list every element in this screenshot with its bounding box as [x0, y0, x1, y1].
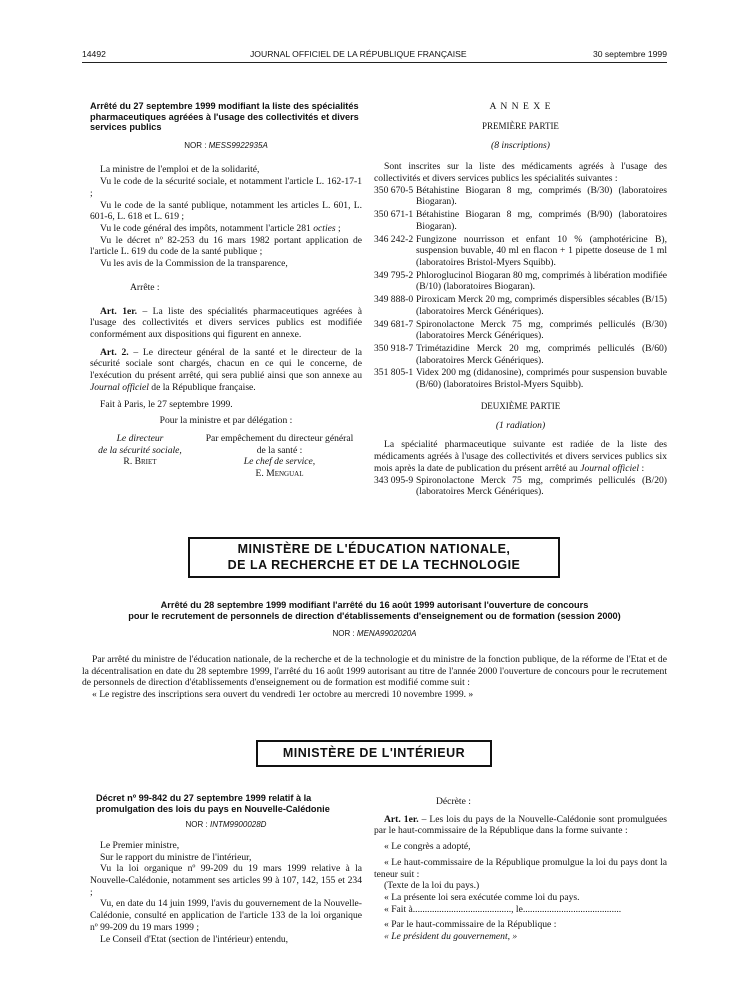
- quote-line: « Le haut-commissaire de la République promulgue la loi du pays dont la teneur suit :: [374, 856, 667, 880]
- list-item: [374, 367, 667, 390]
- annexe-list: [374, 185, 667, 391]
- nor-prefix: NOR :: [332, 629, 357, 638]
- paragraph: Vu la loi organique nº 99-209 du 19 mars 1999 relative à la Nouvelle-Calédonie, notamment ses articles 99 à 107, 142, 155 et 234 ;: [90, 863, 362, 898]
- signatures: [90, 433, 362, 480]
- med-code: 349 681-7: [374, 318, 414, 330]
- annexe-title: A N N E X E: [489, 101, 552, 112]
- paragraph: Sur le rapport du ministre de l'intérieur,: [100, 851, 252, 863]
- list-item: [374, 270, 667, 293]
- med-text: Trimétazidine Merck 20 mg, comprimés pelliculés (B/60) (laboratoires Merck Génériques).: [416, 342, 667, 366]
- paragraph: « Le registre des inscriptions sera ouvert du vendredi 1er octobre au mercredi 10 novembre 1999. »: [92, 689, 474, 701]
- signature-title: Le directeur: [116, 432, 164, 444]
- decret-body: [90, 840, 362, 945]
- text: :: [639, 462, 645, 474]
- quote-line: « Par le haut-commissaire de la République :: [384, 919, 557, 931]
- arrete-1-nor: [90, 141, 362, 151]
- paragraph: Par arrêté du ministre de l'éducation nationale, de la recherche et de la technologie et du ministre de la fonction publique, de la réforme de l'Etat et de la décentralisation en date du 28 septembre 1999, l'arrêté du 16 août 1999 autorisant au titre de l'année 2000 l'ouverture de concours pour le recrutement de personnels de direction d'établissements d'enseignement ou de formation est modifié comme suit :: [82, 654, 667, 689]
- title-line: Arrêté du 28 septembre 1999 modifiant l'arrêté du 16 août 1999 autorisant l'ouverture de concours: [160, 600, 589, 610]
- med-text: Videx 200 mg (didanosine), comprimés pour suspension buvable (B/60) (laboratoires Bristol-Myers Squibb).: [416, 367, 667, 391]
- ministere-line: DE LA RECHERCHE ET DE LA TECHNOLOGIE: [227, 558, 521, 573]
- list-item: [374, 475, 667, 498]
- fait-line: Fait à Paris, le 27 septembre 1999.: [100, 399, 233, 411]
- quote-line: « Le président du gouvernement, »: [384, 931, 518, 943]
- nor-prefix: NOR :: [184, 140, 209, 150]
- med-text: Phloroglucinol Biogaran 80 mg, comprimés à libération modifiée (B/10) (laboratoires Biogaran).: [416, 269, 667, 293]
- signature-title: de la santé :: [256, 444, 303, 456]
- nor-code: INTM9900028D: [209, 820, 267, 830]
- med-code: 350 671-1: [374, 209, 414, 221]
- article-1: [90, 306, 362, 341]
- med-text: Bétahistine Biogaran 8 mg, comprimés (B/90) (laboratoires Biogaran).: [416, 209, 667, 232]
- article-text: – Les lois du pays de la Nouvelle-Calédonie sont promulguées par le haut-commissaire de la République dans la forme suivante :: [374, 813, 667, 837]
- decret-nor: [90, 820, 362, 830]
- med-code: 343 095-9: [374, 474, 414, 486]
- text: ;: [335, 223, 341, 234]
- article-label: Art. 1er.: [384, 813, 419, 825]
- paragraph: Le Premier ministre,: [100, 839, 180, 851]
- text-italic: octies: [313, 223, 336, 234]
- article-2: [90, 347, 362, 394]
- list-item: [374, 294, 667, 317]
- med-text: Bétahistine Biogaran 8 mg, comprimés (B/30) (laboratoires Biogaran).: [416, 184, 667, 208]
- list-item: [374, 234, 667, 269]
- med-text: Spironolactone Merck 75 mg, comprimés pelliculés (B/30) (laboratoires Merck Génériques).: [416, 318, 667, 342]
- arrete-2-title: [82, 600, 667, 621]
- list-item: [374, 209, 667, 232]
- paragraph: Vu les avis de la Commission de la transparence,: [100, 258, 288, 270]
- ministere-education-box: [188, 537, 560, 578]
- signature-right: [197, 433, 362, 480]
- ministere-line: MINISTÈRE DE L'INTÉRIEUR: [282, 746, 466, 760]
- signature-title: Le chef de service,: [243, 456, 316, 468]
- decret-title: Décret nº 99-842 du 27 septembre 1999 relatif à la promulgation des lois du pays en Nouvelle-Calédonie: [96, 793, 330, 814]
- article-label: Art. 2.: [100, 346, 129, 358]
- signature-name: E. Mengual: [255, 467, 304, 479]
- paragraph: Vu le code de la santé publique, notamment les articles L. 601, L. 601-6, L. 618 et L. 619 ;: [90, 199, 362, 223]
- quote-line: « La présente loi sera exécutée comme loi du pays.: [384, 891, 580, 903]
- med-code: 346 242-2: [374, 233, 414, 245]
- journal-title: JOURNAL OFFICIEL DE LA RÉPUBLIQUE FRANÇAISE: [250, 49, 467, 59]
- list-item: [374, 319, 667, 342]
- article-1: [374, 814, 667, 837]
- med-code: 350 918-7: [374, 342, 414, 354]
- decrete-heading: Décrète :: [436, 796, 471, 807]
- list-item: [374, 185, 667, 208]
- med-code: 349 888-0: [374, 294, 414, 306]
- paragraph: Le Conseil d'Etat (section de l'intérieur) entendu,: [100, 933, 289, 945]
- med-code: 351 805-1: [374, 367, 414, 379]
- paragraph: Vu, en date du 14 juin 1999, l'avis du gouvernement de la Nouvelle-Calédonie, consulté en application de l'article 133 de la loi organique nº 99-209 du 19 mars 1999 ;: [90, 898, 362, 933]
- text: La spécialité pharmaceutique suivante est radiée de la liste des médicaments agréés à l'usage des collectivités et divers services publics six mois après la date de publication du présent arrêté au: [374, 439, 667, 474]
- part2-title: DEUXIÈME PARTIE: [480, 400, 561, 411]
- quote-line: (Texte de la loi du pays.): [384, 880, 480, 892]
- article-text: – Le directeur général de la santé et le directeur de la sécurité sociale sont chargés, chacun en ce qui le concerne, de l'exécution du présent arrêté, qui sera publié ainsi que son annexe au: [90, 346, 362, 382]
- part1-title: PREMIÈRE PARTIE: [482, 120, 559, 131]
- arrete-heading: Arrête :: [130, 281, 160, 293]
- annexe-intro: Sont inscrites sur la liste des médicaments agréés à l'usage des collectivités et divers services publics les spécialités suivantes :: [374, 161, 667, 185]
- signature-title: de la sécurité sociale,: [98, 444, 182, 456]
- arrete-1-body: [90, 164, 362, 479]
- title-line: pour le recrutement de personnels de direction d'établissements d'enseignement ou de formation (session 2000): [128, 610, 621, 621]
- journal-officiel-ref: Journal officiel: [580, 462, 640, 474]
- nor-code: MESS9922935A: [208, 140, 268, 150]
- signature-title: Par empêchement du directeur général: [205, 432, 354, 444]
- page-header: [82, 49, 667, 63]
- list-item: [374, 343, 667, 366]
- signature-left: [90, 433, 190, 480]
- arrete-1: [90, 101, 362, 480]
- page-number: 14492: [82, 49, 106, 59]
- annexe-intro-2: [374, 439, 667, 474]
- article-text: de la République française.: [148, 381, 256, 393]
- annexe: [374, 101, 667, 499]
- med-text: Piroxicam Merck 20 mg, comprimés dispersibles sécables (B/15) (laboratoires Merck Génériques).: [416, 294, 667, 317]
- journal-officiel-ref: Journal officiel: [90, 381, 149, 393]
- arrete-2-body: [82, 654, 667, 701]
- paragraph: [90, 223, 362, 235]
- article-text: – La liste des spécialités pharmaceutiques agréées à l'usage des collectivités et divers services publics est modifiée conformément aux dispositions qui figurent en annexe.: [90, 305, 362, 340]
- ministere-line: MINISTÈRE DE L'ÉDUCATION NATIONALE,: [237, 542, 511, 556]
- paragraph: La ministre de l'emploi et de la solidarité,: [100, 164, 260, 176]
- quote-line: « Le congrès a adopté,: [384, 841, 471, 853]
- med-text: Fungizone nourrisson et enfant 10 % (amphotéricine B), suspension buvable, 40 ml en flacon + 1 pipette doseuse de 1 ml (laboratoires Bristol-Myers Squibb).: [416, 233, 667, 268]
- med-text: Spironolactone Merck 75 mg, comprimés pelliculés (B/20) (laboratoires Merck Génériques).: [416, 474, 667, 498]
- arrete-1-title: Arrêté du 27 septembre 1999 modifiant la liste des spécialités pharmaceutiques agréées à l'usage des collectivités et divers services publics: [90, 101, 359, 133]
- article-label: Art. 1er.: [100, 305, 138, 317]
- nor-prefix: NOR :: [185, 820, 210, 830]
- ministere-interieur-box: [256, 740, 492, 767]
- med-code: 349 795-2: [374, 269, 414, 281]
- page-date: 30 septembre 1999: [592, 49, 667, 59]
- arrete-2-nor: [82, 629, 667, 639]
- quote-line: « Fait à........................................., le.........................................: [384, 903, 622, 915]
- nor-code: MENA9902020A: [356, 629, 417, 638]
- paragraph: Vu le code de la sécurité sociale, et notamment l'article L. 162-17-1 ;: [90, 176, 362, 199]
- paragraph: Vu le décret nº 82-253 du 16 mars 1982 portant application de l'article L. 619 du code de la santé publique ;: [90, 234, 362, 258]
- decret: [90, 793, 362, 945]
- signature-name: R. Briet: [123, 456, 157, 468]
- part1-subtitle: (8 inscriptions): [491, 139, 550, 151]
- part2-subtitle: (1 radiation): [495, 419, 546, 431]
- delegation-line: Pour la ministre et par délégation :: [159, 415, 293, 427]
- decret-articles: [374, 796, 667, 943]
- med-code: 350 670-5: [374, 184, 414, 196]
- text: Vu le code général des impôts, notamment l'article 281: [100, 223, 314, 234]
